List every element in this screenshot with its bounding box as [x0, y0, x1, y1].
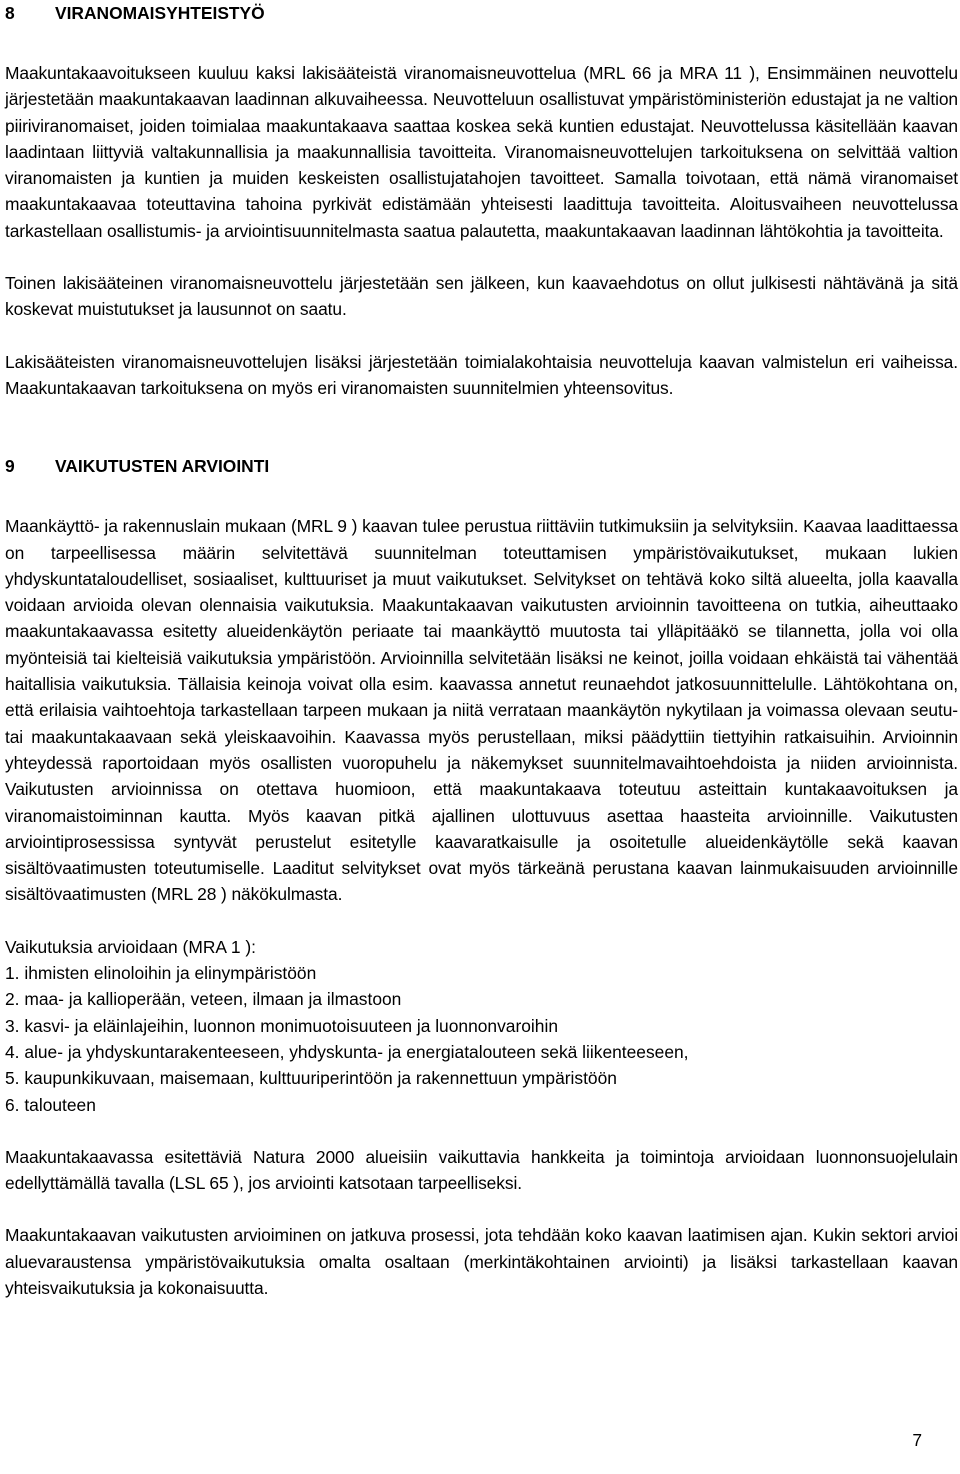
paragraph: Lakisääteisten viranomaisneuvottelujen lisäksi järjestetään toimialakohtaisia neuvotteluja kaavan valmistelun eri vaiheissa. Maakuntakaavan tarkoituksena on myös eri viranomaisten suunnitelmien yhteensovitus.: [5, 351, 958, 398]
paragraph: Maakuntakaavan vaikutusten arvioiminen on jatkuva prosessi, jota tehdään koko kaavan laatimisen ajan. Kukin sektori arvioi aluevaraustensa ympäristövaikutuksia omalta osaltaan (merkintäkohtainen arviointi) ja lisäksi tarkastellaan kaavan yhteisvaikutuksia ja kokonaisuutta.: [5, 1225, 958, 1298]
impact-list: [5, 960, 958, 1118]
section-number: 8: [5, 3, 15, 23]
section-title: VAIKUTUSTEN ARVIOINTI: [55, 456, 270, 477]
list-item: 1. ihmisten elinoloihin ja elinympäristöön: [5, 963, 317, 984]
section-number: 9: [5, 456, 15, 477]
paragraph: Maakuntakaavoitukseen kuuluu kaksi lakisääteistä viranomaisneuvottelua (MRL 66 ja MRA 11 ), Ensimmäinen neuvottelu järjestetään maakuntakaavan laadinnan alkuvaiheessa. Neuvotteluun osallistuvat ympäristöministeriön edustajat ja ne valtion piiriviranomaiset, joiden toimialaa maakuntakaava saattaa koskea sekä kuntien edustajat. Neuvottelussa käsitellään kaavan laadintaan liittyviä valtakunnallisia ja maakunnallisia tavoitteita. Viranomaisneuvottelujen tarkoituksena on selvittää valtion viranomaisten ja kuntien ja muiden keskeisten osallistujatahojen tavoitteet. Samalla toivotaan, että nämä viranomaiset maakuntakaavaa toteuttavina tahoina pyrkivät edistämään yhteisesti laadittuja tavoitteita. Aloitusvaiheen neuvottelussa tarkastellaan osallistumis- ja arviointisuunnitelmasta saatua palautetta, maakuntakaavan laadinnan lähtökohtia ja tavoitteita.: [5, 63, 958, 241]
list-item: 5. kaupunkikuvaan, maisemaan, kulttuuriperintöön ja rakennettuun ympäristöön: [5, 1068, 617, 1089]
section-heading-9: [5, 453, 958, 479]
page-number: 7: [912, 1430, 922, 1450]
list-item: 6. talouteen: [5, 1094, 96, 1115]
section-heading-8: [5, 0, 958, 26]
paragraph: Toinen lakisääteinen viranomaisneuvottelu järjestetään sen jälkeen, kun kaavaehdotus on ollut julkisesti nähtävänä ja sitä koskevat muistutukset ja lausunnot on saatu.: [5, 273, 958, 320]
section-title: VIRANOMAISYHTEISTYÖ: [55, 3, 265, 23]
list-item: 2. maa- ja kallioperään, veteen, ilmaan ja ilmastoon: [5, 989, 402, 1010]
list-intro: Vaikutuksia arvioidaan (MRA 1 ):: [5, 936, 256, 957]
list-item: 3. kasvi- ja eläinlajeihin, luonnon monimuotoisuuteen ja luonnonvaroihin: [5, 1015, 558, 1036]
document-page: [5, 0, 958, 1301]
paragraph: Maakuntakaavassa esitettäviä Natura 2000 alueisiin vaikuttavia hankkeita ja toimintoja arvioidaan luonnonsuojelulain edellyttämällä tavalla (LSL 65 ), jos arviointi katsotaan tarpeelliseksi.: [5, 1146, 958, 1194]
list-item: 4. alue- ja yhdyskuntarakenteeseen, yhdyskunta- ja energiatalouteen sekä liikenteeseen,: [5, 1041, 689, 1062]
paragraph: Maankäyttö- ja rakennuslain mukaan (MRL 9 ) kaavan tulee perustua riittäviin tutkimuksiin ja selvityksiin. Kaavaa laadittaessa on tarpeellisessa määrin selvitettävä suunnitelman toteuttamisen ympäristövaikutukset, mukaan lukien yhdyskuntataloudelliset, sosiaaliset, kulttuuriset ja muut vaikutukset. Selvitykset on tehtävä koko siltä alueelta, jolla kaavalla voidaan arvioida olevan olennaisia vaikutuksia. Maakuntakaavan vaikutusten arvioinnin tavoitteena on tutkia, aiheuttaako maakuntakaavassa esitetty alueidenkäytön periaate tai maankäyttö muutosta tai ylläpitääkö se tilannetta, jolla voi olla myönteisiä tai kielteisiä vaikutuksia ympäristöön. Arvioinnilla selvitetään lisäksi ne keinot, joilla voidaan ehkäistä tai vähentää haitallisia vaikutuksia. Tällaisia keinoja voivat olla esim. kaavassa annetut reunaehdot jatkosuunnittelulle. Lähtökohtana on, että erilaisia vaihtoehtoja tarkastellaan tarpeen mukaan ja niitä verrataan maankäytön nykytilaan ja voimassa olevaan seutu- tai maakuntakaavaan sekä yleiskaavoihin. Kaavassa myös perustellaan, miksi päädyttiin tiettyihin ratkaisuihin. Arvioinnin yhteydessä raportoidaan myös osallisten vuoropuhelu ja näkemykset suunnitelmavaihtoehdoista ja niiden arvioinnista. Vaikutusten arvioinnissa on otettava huomioon, että maakuntakaava toteutuu asteittain kuntakaavoituksen ja viranomaistoiminnan kautta. Myös kaavan pitkä ajallinen ulottuvuus asettaa haasteita arvioinnille. Vaikutusten arviointiprosessissa syntyvät perustelut esitetylle kaavaratkaisulle ja osoitetulle alueidenkäytölle sekä kaavan sisältövaatimusten toteutumiselle. Laaditut selvitykset ovat myös tärkeänä perustana kaavan lainmukaisuuden arvioinnille sisältövaatimusten (MRL 28 ) näkökulmasta.: [5, 516, 958, 905]
